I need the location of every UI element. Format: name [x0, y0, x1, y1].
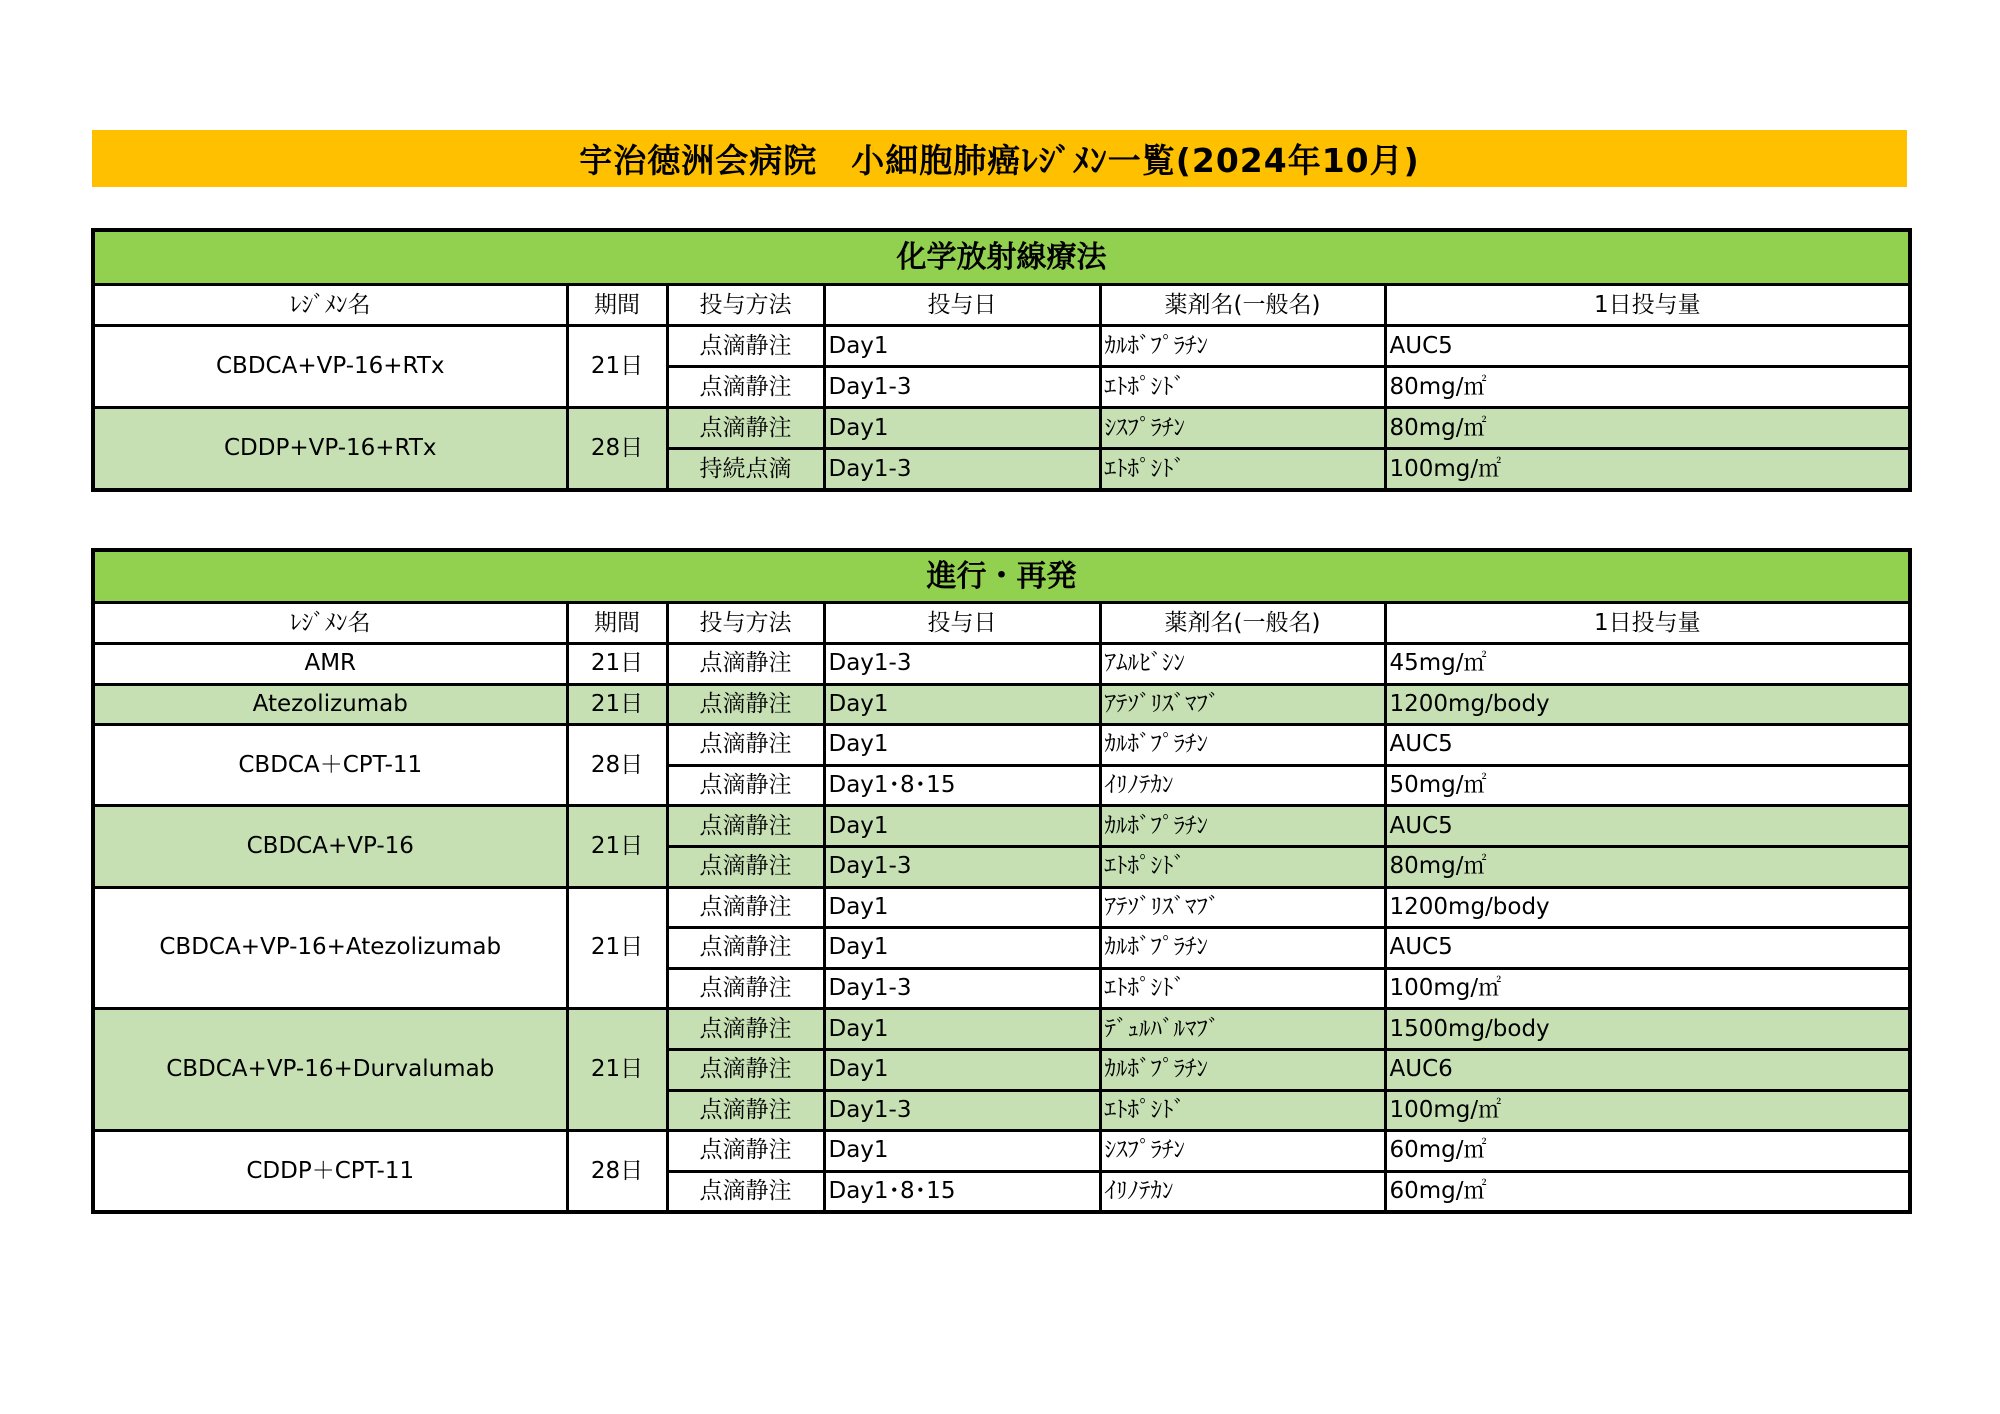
- route-cell: 点滴静注: [667, 806, 824, 847]
- column-header-period: 期間: [567, 285, 667, 326]
- drug-name-cell: ｴﾄﾎﾟｼﾄﾞ: [1100, 1090, 1385, 1131]
- column-header-drug-name: 薬剤名(一般名): [1100, 285, 1385, 326]
- section-header-row: [93, 230, 1910, 285]
- drug-name-cell: ｶﾙﾎﾞﾌﾟﾗﾁﾝ: [1100, 326, 1385, 367]
- administration-days-cell: Day1-3: [824, 1090, 1100, 1131]
- daily-dose-cell: 80mg/㎡: [1385, 408, 1910, 449]
- column-header-days: 投与日: [824, 285, 1100, 326]
- drug-name-cell: ｼｽﾌﾟﾗﾁﾝ: [1100, 1131, 1385, 1172]
- route-cell: 点滴静注: [667, 1131, 824, 1172]
- column-header-route: 投与方法: [667, 603, 824, 644]
- column-header-days: 投与日: [824, 603, 1100, 644]
- drug-name-cell: ｴﾄﾎﾟｼﾄﾞ: [1100, 968, 1385, 1009]
- period-cell: 21日: [567, 887, 667, 1009]
- administration-days-cell: Day1: [824, 1131, 1100, 1172]
- regimen-table-body: [93, 644, 1910, 1213]
- table-row: [93, 684, 1910, 725]
- route-cell: 点滴静注: [667, 928, 824, 969]
- administration-days-cell: Day1-3: [824, 644, 1100, 685]
- table-row: [93, 1131, 1910, 1172]
- column-header-period: 期間: [567, 603, 667, 644]
- period-cell: 28日: [567, 725, 667, 806]
- regimen-name-cell: CBDCA＋CPT-11: [93, 725, 567, 806]
- drug-name-cell: ﾃﾞｭﾙﾊﾞﾙﾏﾌﾞ: [1100, 1009, 1385, 1050]
- table-row: [93, 408, 1910, 449]
- table-row: [93, 326, 1910, 367]
- administration-days-cell: Day1･8･15: [824, 1171, 1100, 1212]
- daily-dose-cell: AUC5: [1385, 326, 1910, 367]
- drug-name-cell: ｼｽﾌﾟﾗﾁﾝ: [1100, 408, 1385, 449]
- table-row: [93, 644, 1910, 685]
- route-cell: 点滴静注: [667, 1090, 824, 1131]
- route-cell: 点滴静注: [667, 1049, 824, 1090]
- chemoradiation-regimen-table: [91, 228, 1912, 492]
- administration-days-cell: Day1: [824, 887, 1100, 928]
- daily-dose-cell: 100mg/㎡: [1385, 449, 1910, 491]
- administration-days-cell: Day1: [824, 408, 1100, 449]
- drug-name-cell: ｶﾙﾎﾞﾌﾟﾗﾁﾝ: [1100, 725, 1385, 766]
- daily-dose-cell: 1200mg/body: [1385, 684, 1910, 725]
- period-cell: 28日: [567, 408, 667, 491]
- administration-days-cell: Day1-3: [824, 449, 1100, 491]
- column-header-regimen-name: ﾚｼﾞﾒﾝ名: [93, 285, 567, 326]
- table-row: [93, 887, 1910, 928]
- administration-days-cell: Day1: [824, 1049, 1100, 1090]
- administration-days-cell: Day1･8･15: [824, 765, 1100, 806]
- administration-days-cell: Day1: [824, 806, 1100, 847]
- regimen-name-cell: Atezolizumab: [93, 684, 567, 725]
- table-row: [93, 1009, 1910, 1050]
- table-row: [93, 806, 1910, 847]
- drug-name-cell: ｶﾙﾎﾞﾌﾟﾗﾁﾝ: [1100, 928, 1385, 969]
- column-header-row: [93, 603, 1910, 644]
- column-header-row: [93, 285, 1910, 326]
- drug-name-cell: ｴﾄﾎﾟｼﾄﾞ: [1100, 846, 1385, 887]
- daily-dose-cell: 1500mg/body: [1385, 1009, 1910, 1050]
- drug-name-cell: ｲﾘﾉﾃｶﾝ: [1100, 765, 1385, 806]
- regimen-name-cell: CDDP+VP-16+RTx: [93, 408, 567, 491]
- period-cell: 28日: [567, 1131, 667, 1213]
- daily-dose-cell: 100mg/㎡: [1385, 1090, 1910, 1131]
- drug-name-cell: ｱﾃｿﾞﾘｽﾞﾏﾌﾞ: [1100, 684, 1385, 725]
- section-title: 進行・再発: [93, 550, 1910, 603]
- daily-dose-cell: AUC5: [1385, 928, 1910, 969]
- daily-dose-cell: 60mg/㎡: [1385, 1171, 1910, 1212]
- daily-dose-cell: 45mg/㎡: [1385, 644, 1910, 685]
- regimen-name-cell: CBDCA+VP-16+RTx: [93, 326, 567, 408]
- drug-name-cell: ｱﾃｿﾞﾘｽﾞﾏﾌﾞ: [1100, 887, 1385, 928]
- daily-dose-cell: AUC6: [1385, 1049, 1910, 1090]
- regimen-name-cell: CBDCA+VP-16: [93, 806, 567, 887]
- route-cell: 点滴静注: [667, 765, 824, 806]
- route-cell: 点滴静注: [667, 367, 824, 408]
- column-header-daily-dose: 1日投与量: [1385, 603, 1910, 644]
- drug-name-cell: ｶﾙﾎﾞﾌﾟﾗﾁﾝ: [1100, 1049, 1385, 1090]
- period-cell: 21日: [567, 1009, 667, 1131]
- advanced-relapse-regimen-table: [91, 548, 1912, 1214]
- administration-days-cell: Day1: [824, 684, 1100, 725]
- route-cell: 点滴静注: [667, 725, 824, 766]
- daily-dose-cell: 80mg/㎡: [1385, 367, 1910, 408]
- regimen-table-body: [93, 326, 1910, 491]
- route-cell: 点滴静注: [667, 684, 824, 725]
- daily-dose-cell: 1200mg/body: [1385, 887, 1910, 928]
- column-header-regimen-name: ﾚｼﾞﾒﾝ名: [93, 603, 567, 644]
- route-cell: 点滴静注: [667, 846, 824, 887]
- route-cell: 点滴静注: [667, 644, 824, 685]
- document-title: 宇治徳洲会病院 小細胞肺癌ﾚｼﾞﾒﾝ一覧(2024年10月): [92, 130, 1907, 187]
- administration-days-cell: Day1: [824, 1009, 1100, 1050]
- column-header-route: 投与方法: [667, 285, 824, 326]
- route-cell: 点滴静注: [667, 1171, 824, 1212]
- section-title: 化学放射線療法: [93, 230, 1910, 285]
- period-cell: 21日: [567, 326, 667, 408]
- route-cell: 点滴静注: [667, 887, 824, 928]
- administration-days-cell: Day1: [824, 928, 1100, 969]
- daily-dose-cell: AUC5: [1385, 725, 1910, 766]
- daily-dose-cell: 50mg/㎡: [1385, 765, 1910, 806]
- section-header-row: [93, 550, 1910, 603]
- drug-name-cell: ｴﾄﾎﾟｼﾄﾞ: [1100, 449, 1385, 491]
- administration-days-cell: Day1-3: [824, 968, 1100, 1009]
- route-cell: 点滴静注: [667, 968, 824, 1009]
- daily-dose-cell: AUC5: [1385, 806, 1910, 847]
- period-cell: 21日: [567, 806, 667, 887]
- table-row: [93, 725, 1910, 766]
- daily-dose-cell: 80mg/㎡: [1385, 846, 1910, 887]
- drug-name-cell: ｴﾄﾎﾟｼﾄﾞ: [1100, 367, 1385, 408]
- period-cell: 21日: [567, 684, 667, 725]
- daily-dose-cell: 100mg/㎡: [1385, 968, 1910, 1009]
- route-cell: 点滴静注: [667, 408, 824, 449]
- route-cell: 点滴静注: [667, 326, 824, 367]
- administration-days-cell: Day1: [824, 725, 1100, 766]
- route-cell: 持続点滴: [667, 449, 824, 491]
- route-cell: 点滴静注: [667, 1009, 824, 1050]
- administration-days-cell: Day1-3: [824, 846, 1100, 887]
- regimen-name-cell: CBDCA+VP-16+Durvalumab: [93, 1009, 567, 1131]
- column-header-daily-dose: 1日投与量: [1385, 285, 1910, 326]
- administration-days-cell: Day1: [824, 326, 1100, 367]
- administration-days-cell: Day1-3: [824, 367, 1100, 408]
- drug-name-cell: ｱﾑﾙﾋﾞｼﾝ: [1100, 644, 1385, 685]
- regimen-name-cell: CDDP＋CPT-11: [93, 1131, 567, 1213]
- regimen-name-cell: AMR: [93, 644, 567, 685]
- regimen-name-cell: CBDCA+VP-16+Atezolizumab: [93, 887, 567, 1009]
- period-cell: 21日: [567, 644, 667, 685]
- column-header-drug-name: 薬剤名(一般名): [1100, 603, 1385, 644]
- daily-dose-cell: 60mg/㎡: [1385, 1131, 1910, 1172]
- drug-name-cell: ｲﾘﾉﾃｶﾝ: [1100, 1171, 1385, 1212]
- drug-name-cell: ｶﾙﾎﾞﾌﾟﾗﾁﾝ: [1100, 806, 1385, 847]
